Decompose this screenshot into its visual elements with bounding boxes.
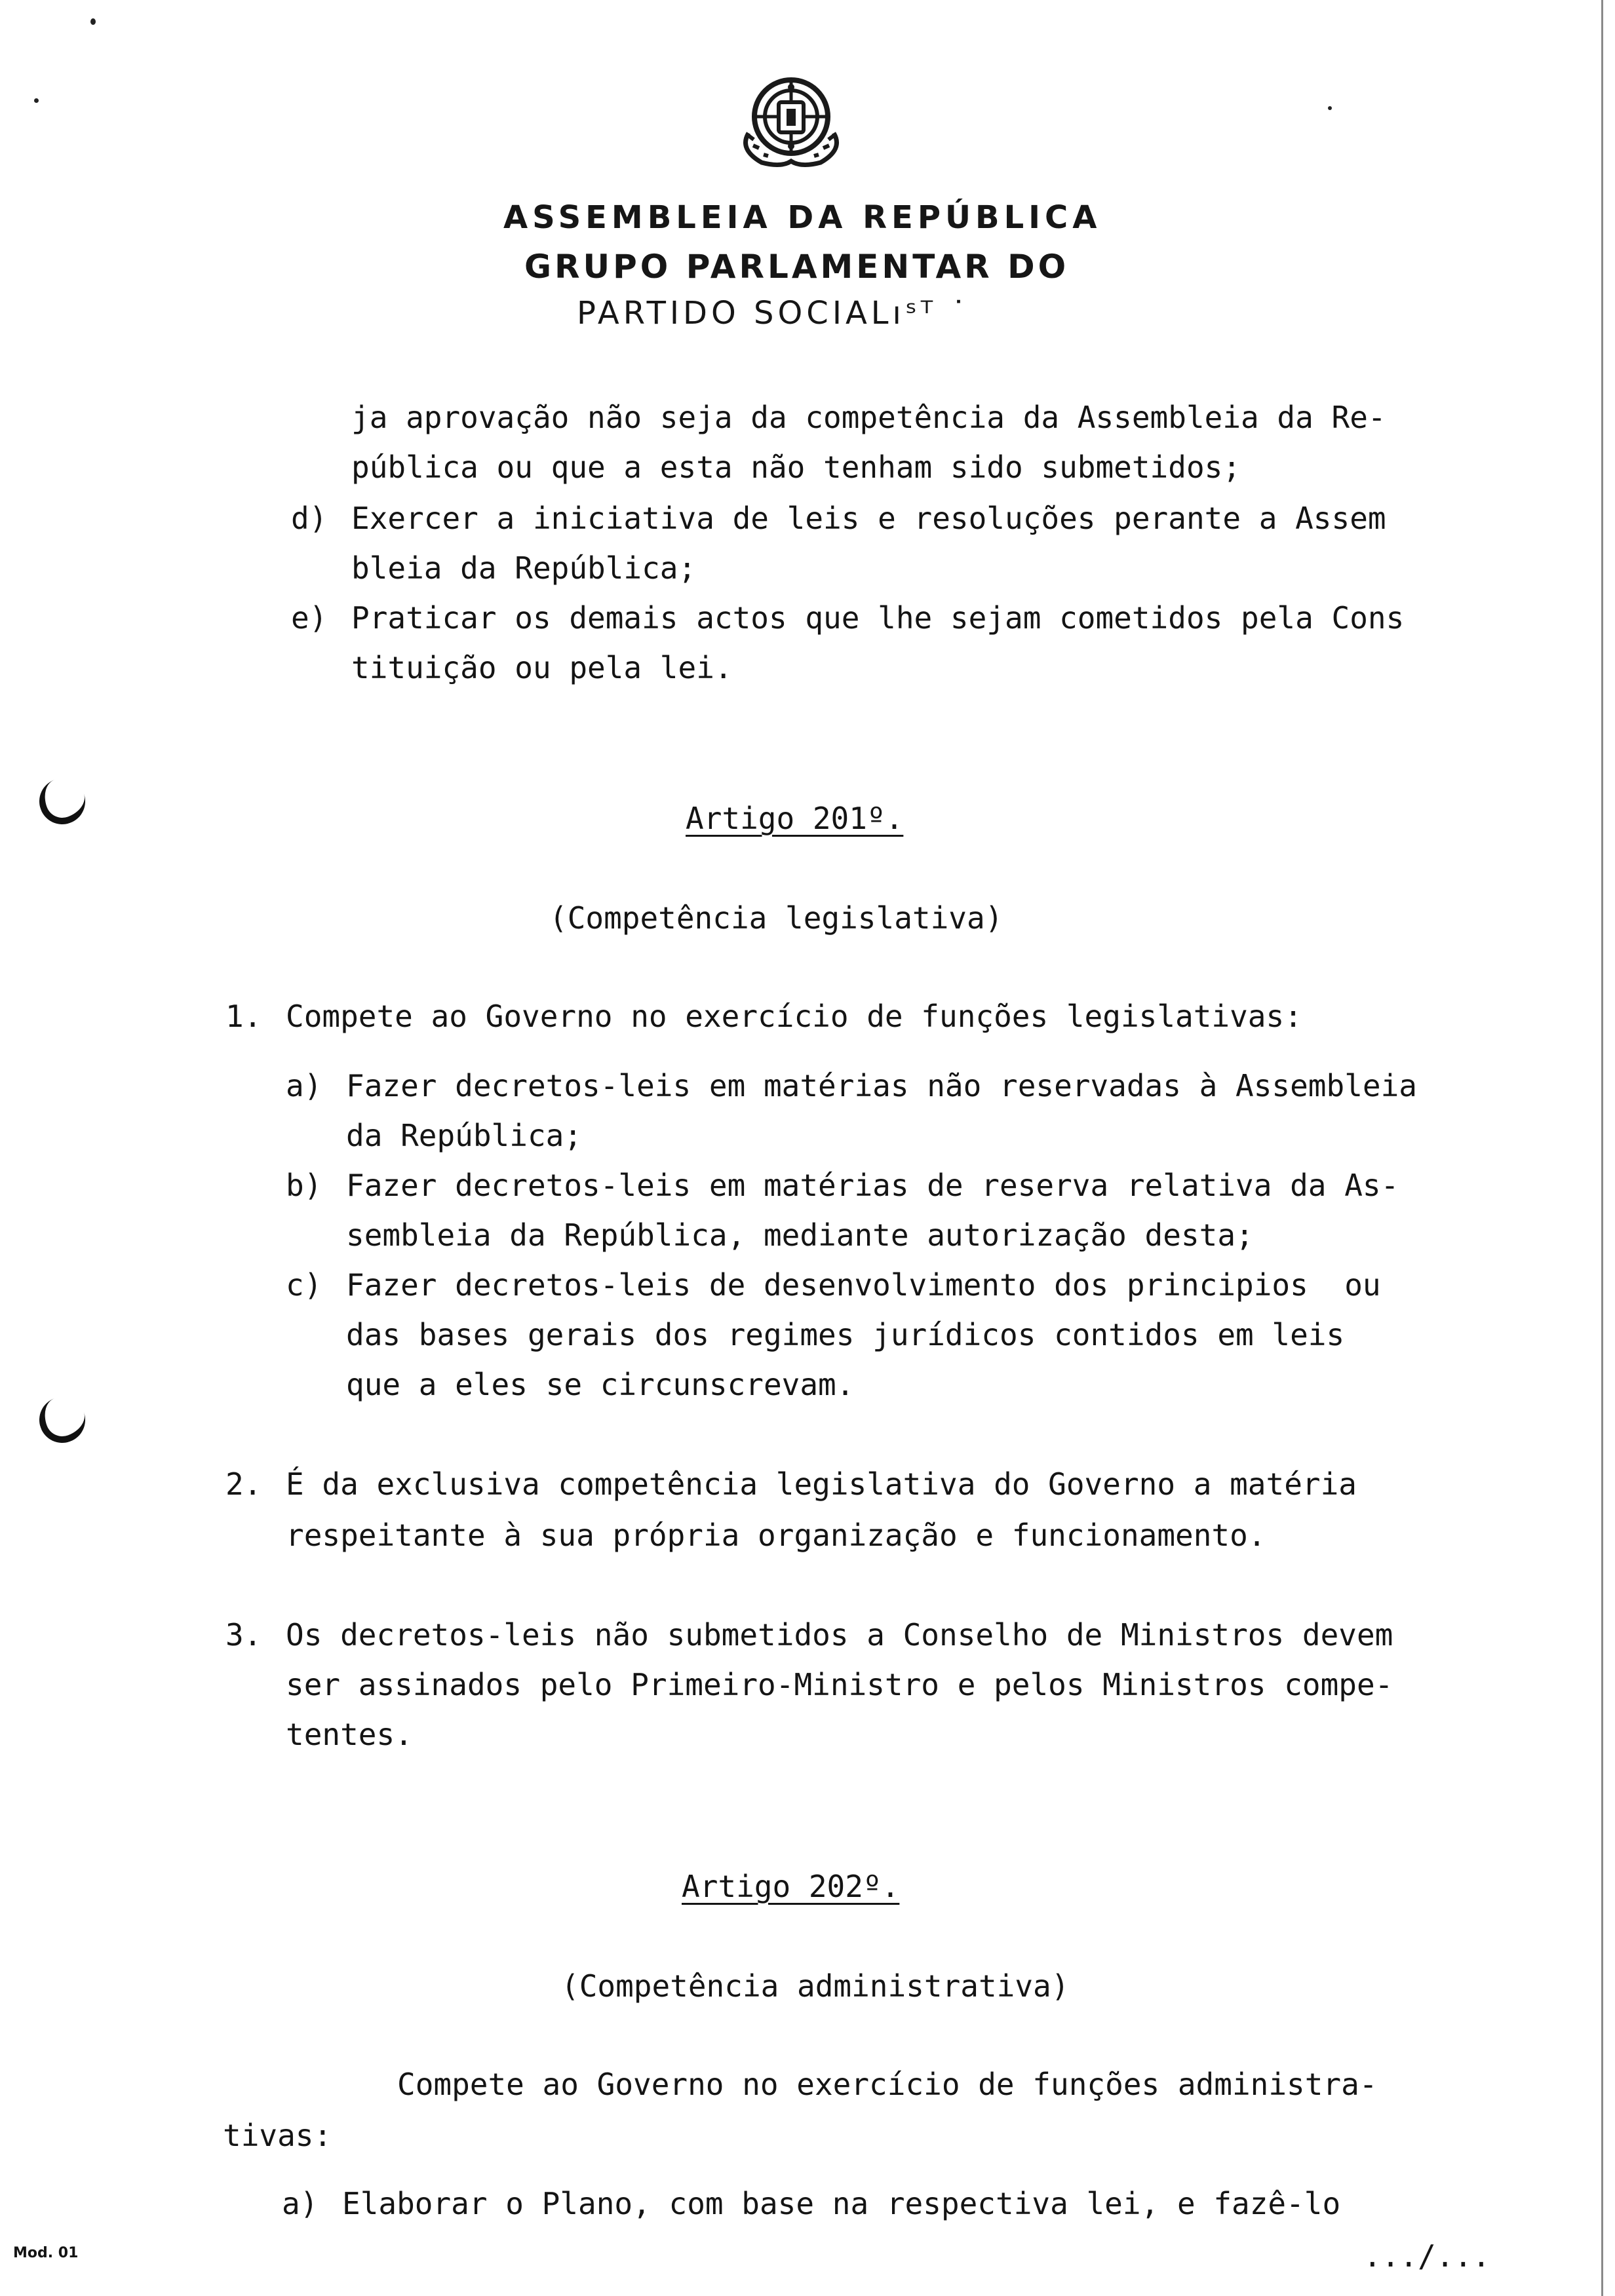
text-line: Fazer decretos-leis em matérias não reservadas à Assembleia [346, 1068, 1417, 1103]
text-line: das bases gerais dos regimes jurídicos contidos em leis [346, 1317, 1345, 1352]
text-line: Elaborar o Plano, com base na respectiva lei, e fazê-lo [342, 2186, 1341, 2221]
text-line: que a eles se circunscrevam. [346, 1367, 855, 1402]
text-line: ser assinados pelo Primeiro-Ministro e pelos Ministros compe- [286, 1667, 1393, 1702]
header-title: ASSEMBLEIA DA REPÚBLICA [503, 199, 1102, 236]
text-line: Praticar os demais actos que lhe sejam cometidos pela Cons [351, 600, 1405, 636]
scan-speck [90, 18, 96, 25]
header-subtitle-line2: PARTIDO SOCIALıˢᵀ ˙ [577, 295, 971, 332]
text-line: Compete ao Governo no exercício de funções administra- [397, 2067, 1378, 2102]
text-line: tivas: [223, 2118, 332, 2153]
list-label: c) [286, 1267, 322, 1303]
list-label: d) [291, 501, 328, 536]
form-code: Mod. 01 [13, 2245, 79, 2261]
text-line: respeitante à sua própria organização e funcionamento. [286, 1518, 1266, 1553]
text-line: pública ou que a esta não tenham sido submetidos; [351, 450, 1241, 485]
text-line: Fazer decretos-leis de desenvolvimento dos principios ou [346, 1267, 1381, 1303]
scan-speck [34, 98, 39, 103]
article-title: Artigo 201º. [686, 801, 904, 836]
list-label: b) [286, 1168, 322, 1203]
list-label: a) [286, 1068, 322, 1103]
text-line: Compete ao Governo no exercício de funções legislativas: [286, 999, 1302, 1034]
article-subtitle: (Competência administrativa) [561, 1968, 1070, 2004]
coat-of-arms-emblem [735, 71, 847, 169]
punch-hole-mark [33, 1390, 92, 1449]
article-subtitle: (Competência legislativa) [549, 900, 1003, 936]
text-line: Exercer a iniciativa de leis e resoluções perante a Assem [351, 501, 1386, 536]
text-line: tituição ou pela lei. [351, 650, 733, 685]
paragraph-number: 1. [225, 999, 262, 1034]
text-line: Os decretos-leis não submetidos a Conselho de Ministros devem [286, 1617, 1393, 1653]
list-label: e) [291, 600, 328, 636]
text-line: ja aprovação não seja da competência da Assembleia da Re- [351, 400, 1386, 435]
page-edge-line [1601, 0, 1603, 2296]
text-line: bleia da República; [351, 550, 697, 586]
paragraph-number: 3. [225, 1617, 262, 1653]
header-subtitle: GRUPO PARLAMENTAR DO [524, 248, 1070, 286]
continuation-marker: .../... [1363, 2238, 1490, 2274]
text-line: tentes. [286, 1717, 413, 1752]
text-line: Fazer decretos-leis em matérias de reserva relativa da As- [346, 1168, 1399, 1203]
article-title: Artigo 202º. [682, 1869, 900, 1904]
punch-hole-mark [33, 772, 92, 831]
scan-speck [1328, 106, 1332, 110]
text-line: sembleia da República, mediante autorização desta; [346, 1217, 1254, 1253]
paragraph-number: 2. [225, 1466, 262, 1502]
text-line: É da exclusiva competência legislativa do Governo a matéria [286, 1466, 1357, 1502]
list-label: a) [282, 2186, 319, 2221]
text-line: da República; [346, 1118, 583, 1153]
